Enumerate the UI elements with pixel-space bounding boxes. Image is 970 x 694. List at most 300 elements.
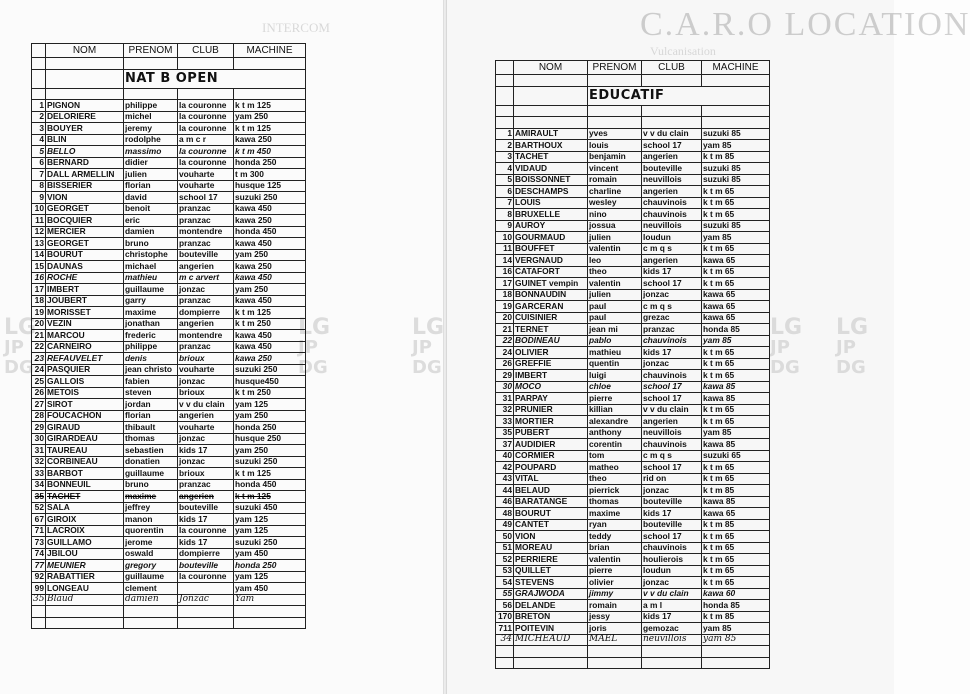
entry-club: kids 17 bbox=[642, 347, 702, 359]
entry-prenom: philippe bbox=[124, 341, 178, 353]
table-row bbox=[496, 485, 770, 497]
entry-machine: yam 85 bbox=[702, 232, 770, 244]
entry-prenom: benoit bbox=[124, 203, 178, 215]
entry-prenom: louis bbox=[588, 140, 642, 152]
entry-machine: k t m 85 bbox=[702, 151, 770, 163]
table-row bbox=[32, 261, 306, 273]
entry-club: jonzac bbox=[642, 485, 702, 497]
entry-number: 21 bbox=[496, 324, 514, 336]
entry-club: kids 17 bbox=[642, 508, 702, 520]
entry-number: 42 bbox=[496, 462, 514, 474]
entry-number: 54 bbox=[496, 577, 514, 589]
entry-nom: VEZIN bbox=[46, 318, 124, 330]
blank-row bbox=[496, 657, 770, 669]
entry-nom: CORBINEAU bbox=[46, 456, 124, 468]
entry-machine: kawa 450 bbox=[234, 330, 306, 342]
entry-nom: GREFFIE bbox=[514, 358, 588, 370]
entry-nom: JBILOU bbox=[46, 548, 124, 560]
entry-number: 55 bbox=[496, 588, 514, 600]
entry-machine: k t m 65 bbox=[702, 473, 770, 485]
entry-nom: VIDAUD bbox=[514, 163, 588, 175]
entry-prenom: valentin bbox=[588, 278, 642, 290]
table-row bbox=[496, 174, 770, 186]
entry-nom: DESCHAMPS bbox=[514, 186, 588, 198]
entry-number: 52 bbox=[32, 502, 46, 514]
entry-nom: TERNET bbox=[514, 324, 588, 336]
entry-number: 711 bbox=[496, 623, 514, 635]
blank-row bbox=[32, 617, 306, 629]
entry-prenom: jordan bbox=[124, 399, 178, 411]
entry-prenom: valentin bbox=[588, 243, 642, 255]
table-row bbox=[496, 278, 770, 290]
col-num-header bbox=[32, 44, 46, 58]
entry-machine: kawa 250 bbox=[234, 353, 306, 365]
entry-prenom: olivier bbox=[588, 577, 642, 589]
entry-nom: GIRARDEAU bbox=[46, 433, 124, 445]
entry-club: chauvinois bbox=[642, 197, 702, 209]
entry-nom: BOUFFET bbox=[514, 243, 588, 255]
entry-nom: PUBERT bbox=[514, 427, 588, 439]
entry-prenom: bruno bbox=[124, 238, 178, 250]
table-row bbox=[32, 318, 306, 330]
entry-club: la couronne bbox=[178, 157, 234, 169]
nat-b-open-table bbox=[31, 43, 306, 629]
entry-machine: kawa 65 bbox=[702, 312, 770, 324]
entry-club: a m c r bbox=[178, 134, 234, 146]
entry-machine: yam 85 bbox=[702, 335, 770, 347]
entry-prenom: rodolphe bbox=[124, 134, 178, 146]
table-row bbox=[496, 439, 770, 451]
entry-number: 71 bbox=[32, 525, 46, 537]
entry-club: school 17 bbox=[642, 278, 702, 290]
entry-prenom: maxime bbox=[588, 508, 642, 520]
entry-machine: kawa 250 bbox=[234, 134, 306, 146]
entry-nom: MORTIER bbox=[514, 416, 588, 428]
entry-prenom: teddy bbox=[588, 531, 642, 543]
entry-number: 10 bbox=[496, 232, 514, 244]
entry-prenom: philippe bbox=[124, 100, 178, 112]
entry-nom: AUROY bbox=[514, 220, 588, 232]
entry-prenom: quorentin bbox=[124, 525, 178, 537]
entry-prenom: damien bbox=[124, 594, 178, 606]
entry-club: school 17 bbox=[642, 531, 702, 543]
entry-number: 16 bbox=[32, 272, 46, 284]
entry-nom: BOISSONNET bbox=[514, 174, 588, 186]
table-row bbox=[32, 410, 306, 422]
entry-number: 4 bbox=[32, 134, 46, 146]
table-row bbox=[32, 468, 306, 480]
entry-number: 8 bbox=[496, 209, 514, 221]
entry-prenom: charline bbox=[588, 186, 642, 198]
entry-machine: k t m 65 bbox=[702, 347, 770, 359]
entry-prenom: theo bbox=[588, 266, 642, 278]
entry-nom: MOREAU bbox=[514, 542, 588, 554]
entry-machine: suzuki 250 bbox=[234, 537, 306, 549]
entry-number: 25 bbox=[32, 376, 46, 388]
col-club-header: CLUB bbox=[642, 61, 702, 75]
entry-nom: GUINET vempin bbox=[514, 278, 588, 290]
col-club-header: CLUB bbox=[178, 44, 234, 58]
entry-nom: BERNARD bbox=[46, 157, 124, 169]
entry-club: v v du clain bbox=[178, 399, 234, 411]
entry-prenom: maxime bbox=[124, 307, 178, 319]
entry-machine: k t m 65 bbox=[702, 404, 770, 416]
table-row bbox=[496, 565, 770, 577]
entry-machine: k t m 85 bbox=[702, 485, 770, 497]
entry-prenom: pierrick bbox=[588, 485, 642, 497]
entry-nom: OLIVIER bbox=[514, 347, 588, 359]
entry-number: 18 bbox=[32, 295, 46, 307]
entry-club: bouteville bbox=[642, 519, 702, 531]
entry-machine: k t m 125 bbox=[234, 100, 306, 112]
entry-nom: BARATANGE bbox=[514, 496, 588, 508]
entry-prenom: romain bbox=[588, 600, 642, 612]
entry-number: 20 bbox=[32, 318, 46, 330]
table-row bbox=[32, 134, 306, 146]
entry-number: 170 bbox=[496, 611, 514, 623]
entry-club: houlierois bbox=[642, 554, 702, 566]
entry-number: 2 bbox=[496, 140, 514, 152]
table-row bbox=[496, 508, 770, 520]
entry-nom: GEORGET bbox=[46, 238, 124, 250]
entry-prenom: benjamin bbox=[588, 151, 642, 163]
entry-prenom: thibault bbox=[124, 422, 178, 434]
left-table-body bbox=[32, 58, 306, 629]
table-row bbox=[32, 146, 306, 158]
entry-prenom: pierre bbox=[588, 565, 642, 577]
entry-nom: GARCERAN bbox=[514, 301, 588, 313]
entry-prenom: thomas bbox=[588, 496, 642, 508]
entry-club: bouteville bbox=[178, 249, 234, 261]
entry-nom: MOCO bbox=[514, 381, 588, 393]
table-row bbox=[496, 243, 770, 255]
entry-nom: BELLO bbox=[46, 146, 124, 158]
table-row bbox=[496, 623, 770, 635]
header-row bbox=[32, 44, 306, 58]
entry-club: bouteville bbox=[642, 163, 702, 175]
entry-number: 74 bbox=[32, 548, 46, 560]
entry-club: angerien bbox=[178, 318, 234, 330]
entry-number: 19 bbox=[496, 301, 514, 313]
blank-row bbox=[496, 646, 770, 658]
category-title: EDUCATIF bbox=[588, 86, 770, 105]
entry-number: 22 bbox=[32, 341, 46, 353]
entry-prenom: eric bbox=[124, 215, 178, 227]
entry-number: 44 bbox=[496, 485, 514, 497]
entry-machine: yam 250 bbox=[234, 410, 306, 422]
table-row bbox=[496, 151, 770, 163]
entry-number: 18 bbox=[496, 289, 514, 301]
entry-prenom: christophe bbox=[124, 249, 178, 261]
entry-club: chauvinois bbox=[642, 542, 702, 554]
entry-machine: k t m 65 bbox=[702, 209, 770, 221]
entry-club: vouharte bbox=[178, 169, 234, 181]
entry-nom: BONNEUIL bbox=[46, 479, 124, 491]
entry-nom: POUPARD bbox=[514, 462, 588, 474]
entry-number: 26 bbox=[32, 387, 46, 399]
entry-club: Jonzac bbox=[178, 594, 234, 606]
entry-prenom: nino bbox=[588, 209, 642, 221]
entry-number: 67 bbox=[32, 514, 46, 526]
entry-club: vouharte bbox=[178, 180, 234, 192]
entry-machine: kawa 450 bbox=[234, 238, 306, 250]
entry-prenom: jimmy bbox=[588, 588, 642, 600]
entry-prenom: valentin bbox=[588, 554, 642, 566]
entry-number: 53 bbox=[496, 565, 514, 577]
entry-club: la couronne bbox=[178, 146, 234, 158]
table-row bbox=[496, 324, 770, 336]
table-row bbox=[32, 422, 306, 434]
entry-club: neuvillois bbox=[642, 427, 702, 439]
entry-number: 9 bbox=[32, 192, 46, 204]
entry-machine: kawa 450 bbox=[234, 272, 306, 284]
entry-nom: BLIN bbox=[46, 134, 124, 146]
table-row bbox=[32, 560, 306, 572]
entry-club: neuvillois bbox=[642, 634, 702, 646]
entry-club: jonzac bbox=[178, 284, 234, 296]
bleed-through-title-right: C.A.R.O LOCATION bbox=[640, 6, 970, 43]
entry-number: 11 bbox=[496, 243, 514, 255]
entry-club: c m q s bbox=[642, 450, 702, 462]
entry-nom: POITEVIN bbox=[514, 623, 588, 635]
entry-number: 33 bbox=[496, 416, 514, 428]
entry-club: v v du clain bbox=[642, 128, 702, 140]
entry-nom: BISSERIER bbox=[46, 180, 124, 192]
entry-machine: yam 125 bbox=[234, 571, 306, 583]
entry-prenom: michael bbox=[124, 261, 178, 273]
entry-nom: BOCQUIER bbox=[46, 215, 124, 227]
entry-machine: k t m 65 bbox=[702, 243, 770, 255]
entry-nom: GOURMAUD bbox=[514, 232, 588, 244]
entry-nom: Blaud bbox=[46, 594, 124, 606]
table-row bbox=[496, 289, 770, 301]
table-row bbox=[32, 456, 306, 468]
entry-prenom: jean mi bbox=[588, 324, 642, 336]
entry-number: 6 bbox=[496, 186, 514, 198]
table-row bbox=[32, 238, 306, 250]
entry-number: 24 bbox=[496, 347, 514, 359]
entry-prenom: michel bbox=[124, 111, 178, 123]
entry-nom: CATAFORT bbox=[514, 266, 588, 278]
table-row bbox=[32, 203, 306, 215]
entry-club: la couronne bbox=[178, 123, 234, 135]
entry-nom: CORMIER bbox=[514, 450, 588, 462]
entry-prenom: paul bbox=[588, 312, 642, 324]
table-row bbox=[32, 169, 306, 181]
entry-prenom: maxime bbox=[124, 491, 178, 503]
entry-prenom: wesley bbox=[588, 197, 642, 209]
table-row bbox=[496, 266, 770, 278]
entry-nom: PERRIERE bbox=[514, 554, 588, 566]
entry-club: angerien bbox=[642, 151, 702, 163]
entry-machine: yam 250 bbox=[234, 249, 306, 261]
entry-club: bouteville bbox=[178, 560, 234, 572]
entry-number: 12 bbox=[32, 226, 46, 238]
entry-nom: VITAL bbox=[514, 473, 588, 485]
table-row bbox=[496, 335, 770, 347]
blank-row bbox=[32, 58, 306, 70]
entry-club: school 17 bbox=[642, 140, 702, 152]
entry-machine: yam 450 bbox=[234, 583, 306, 595]
entry-machine: k t m 85 bbox=[702, 519, 770, 531]
entry-number: 4 bbox=[496, 163, 514, 175]
table-row bbox=[496, 232, 770, 244]
table-row bbox=[32, 514, 306, 526]
entry-prenom: julien bbox=[588, 289, 642, 301]
entry-number: 48 bbox=[496, 508, 514, 520]
table-row bbox=[496, 611, 770, 623]
entry-club: neuvillois bbox=[642, 220, 702, 232]
entry-number: 15 bbox=[32, 261, 46, 273]
entry-nom: BONNAUDIN bbox=[514, 289, 588, 301]
watermark-logo: LG JP DG bbox=[4, 315, 37, 378]
table-row bbox=[32, 215, 306, 227]
entry-number: 5 bbox=[32, 146, 46, 158]
entry-number: 13 bbox=[32, 238, 46, 250]
table-row bbox=[496, 588, 770, 600]
category-title: NAT B OPEN bbox=[124, 69, 306, 88]
entry-club: pranzac bbox=[178, 203, 234, 215]
entry-machine: yam 250 bbox=[234, 111, 306, 123]
entry-prenom: pierre bbox=[588, 393, 642, 405]
entry-prenom: luigi bbox=[588, 370, 642, 382]
entry-nom: GUILLAMO bbox=[46, 537, 124, 549]
entry-club: chauvinois bbox=[642, 335, 702, 347]
table-row bbox=[32, 445, 306, 457]
entry-machine: kawa 250 bbox=[234, 215, 306, 227]
entry-club: c m q s bbox=[642, 301, 702, 313]
entry-number: 17 bbox=[32, 284, 46, 296]
table-row bbox=[496, 600, 770, 612]
entry-prenom: oswald bbox=[124, 548, 178, 560]
entry-machine: k t m 125 bbox=[234, 307, 306, 319]
entry-nom: DELORIERE bbox=[46, 111, 124, 123]
entry-club: la couronne bbox=[178, 111, 234, 123]
entry-machine: kawa 85 bbox=[702, 381, 770, 393]
entry-nom: BOURUT bbox=[514, 508, 588, 520]
entry-nom: MARCOU bbox=[46, 330, 124, 342]
bleed-through-text-left: INTERCOM bbox=[262, 20, 330, 35]
entry-machine: honda 85 bbox=[702, 324, 770, 336]
entry-machine: k t m 65 bbox=[702, 278, 770, 290]
entry-number: 30 bbox=[496, 381, 514, 393]
entry-number: 77 bbox=[32, 560, 46, 572]
entry-club: grezac bbox=[642, 312, 702, 324]
entry-number: 51 bbox=[496, 542, 514, 554]
entry-number: 34 bbox=[32, 479, 46, 491]
entry-machine: yam 85 bbox=[702, 623, 770, 635]
table-row bbox=[496, 370, 770, 382]
entry-prenom: david bbox=[124, 192, 178, 204]
table-row bbox=[32, 537, 306, 549]
table-row bbox=[32, 249, 306, 261]
entry-nom: QUILLET bbox=[514, 565, 588, 577]
entry-number: 40 bbox=[496, 450, 514, 462]
entry-club: angerien bbox=[642, 416, 702, 428]
entry-number: 49 bbox=[496, 519, 514, 531]
table-row bbox=[32, 571, 306, 583]
entry-nom: MORISSET bbox=[46, 307, 124, 319]
entry-club: angerien bbox=[178, 410, 234, 422]
entry-club: v v du clain bbox=[642, 588, 702, 600]
entry-number: 33 bbox=[32, 468, 46, 480]
entry-machine: k t m 65 bbox=[702, 358, 770, 370]
table-row bbox=[496, 554, 770, 566]
entry-club: bouteville bbox=[642, 496, 702, 508]
entry-prenom: theo bbox=[588, 473, 642, 485]
entry-club: la couronne bbox=[178, 571, 234, 583]
table-row bbox=[32, 583, 306, 595]
entry-number: 8 bbox=[32, 180, 46, 192]
entry-club: angerien bbox=[642, 255, 702, 267]
entry-nom: TACHET bbox=[46, 491, 124, 503]
entry-club: school 17 bbox=[642, 381, 702, 393]
entry-nom: BELAUD bbox=[514, 485, 588, 497]
entry-club: montendre bbox=[178, 226, 234, 238]
entry-club: pranzac bbox=[178, 479, 234, 491]
entry-club: montendre bbox=[178, 330, 234, 342]
entry-machine: k t m 250 bbox=[234, 387, 306, 399]
entry-prenom: mathieu bbox=[588, 347, 642, 359]
entry-nom: BOUYER bbox=[46, 123, 124, 135]
table-row bbox=[496, 186, 770, 198]
entry-number: 46 bbox=[496, 496, 514, 508]
table-row bbox=[496, 393, 770, 405]
entry-number: 19 bbox=[32, 307, 46, 319]
blank-row bbox=[32, 88, 306, 100]
table-row bbox=[496, 531, 770, 543]
table-row bbox=[32, 399, 306, 411]
col-nom-header: NOM bbox=[46, 44, 124, 58]
entry-number: 92 bbox=[32, 571, 46, 583]
table-row bbox=[496, 496, 770, 508]
entry-number: 23 bbox=[32, 353, 46, 365]
entry-machine: honda 450 bbox=[234, 479, 306, 491]
table-row bbox=[496, 473, 770, 485]
entry-club: jonzac bbox=[642, 358, 702, 370]
entry-prenom: fabien bbox=[124, 376, 178, 388]
header-row bbox=[496, 61, 770, 75]
entry-machine: kawa 65 bbox=[702, 508, 770, 520]
entry-prenom: MAEL bbox=[588, 634, 642, 646]
table-row bbox=[496, 404, 770, 416]
entry-nom: RABATTIER bbox=[46, 571, 124, 583]
entry-prenom: frederic bbox=[124, 330, 178, 342]
table-row bbox=[32, 307, 306, 319]
entry-club: pranzac bbox=[178, 238, 234, 250]
entry-club: vouharte bbox=[178, 422, 234, 434]
entry-prenom: anthony bbox=[588, 427, 642, 439]
entry-nom: BODINEAU bbox=[514, 335, 588, 347]
category-row bbox=[32, 69, 306, 88]
entry-machine: k t m 65 bbox=[702, 542, 770, 554]
entry-prenom: quentin bbox=[588, 358, 642, 370]
entry-number: 14 bbox=[32, 249, 46, 261]
entry-club: angerien bbox=[642, 186, 702, 198]
entry-nom: CANTET bbox=[514, 519, 588, 531]
entry-club: chauvinois bbox=[642, 370, 702, 382]
entry-machine: husque450 bbox=[234, 376, 306, 388]
entry-club: school 17 bbox=[642, 393, 702, 405]
entry-number: 10 bbox=[32, 203, 46, 215]
table-row bbox=[496, 128, 770, 140]
entry-nom: FOUCACHON bbox=[46, 410, 124, 422]
entry-nom: GRAJWODA bbox=[514, 588, 588, 600]
table-row bbox=[496, 462, 770, 474]
entry-prenom: alexandre bbox=[588, 416, 642, 428]
entry-prenom: vincent bbox=[588, 163, 642, 175]
entry-prenom: killian bbox=[588, 404, 642, 416]
